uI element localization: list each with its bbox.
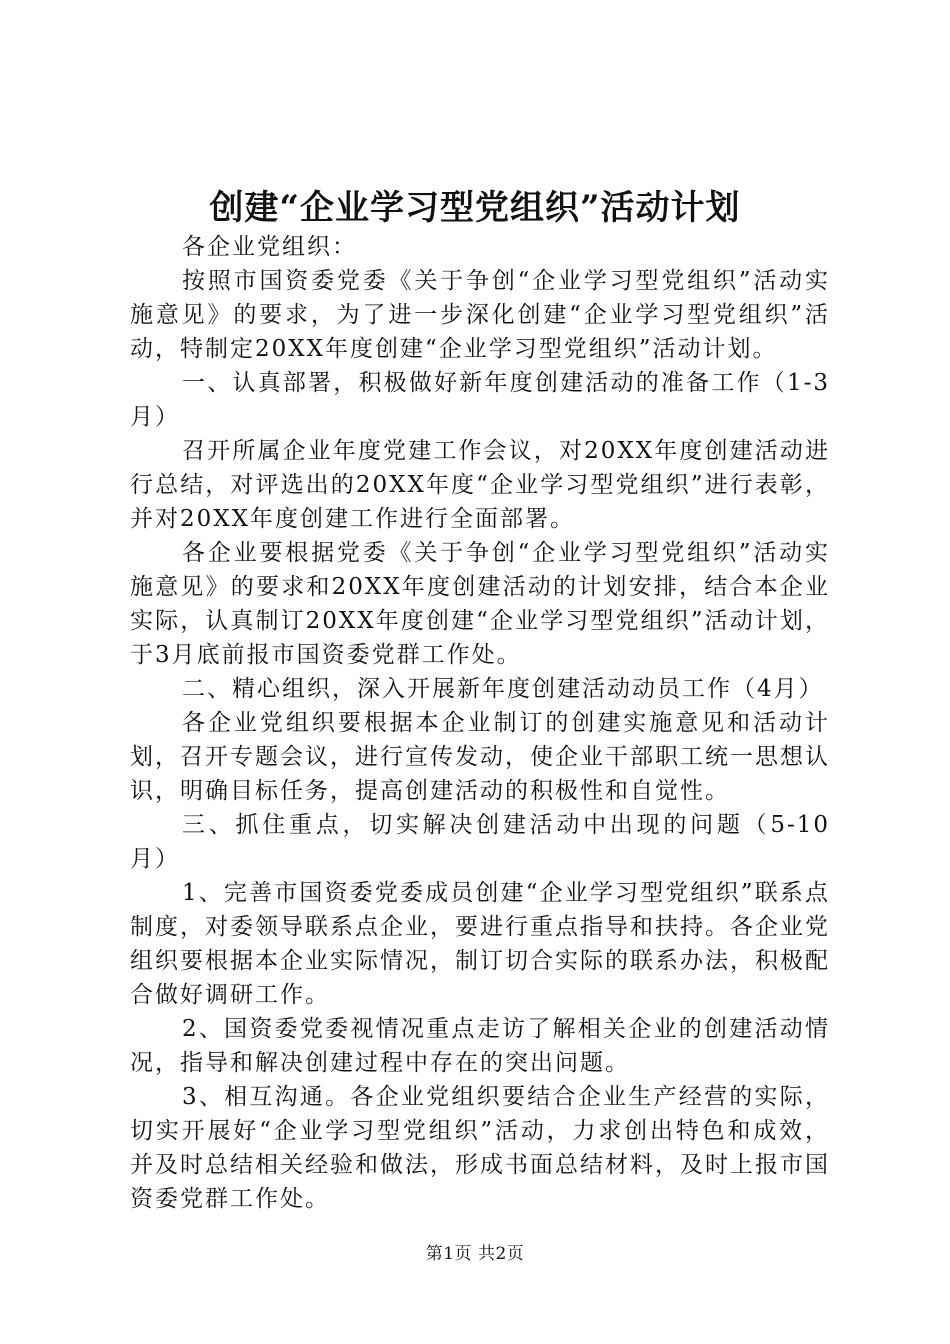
intro-paragraph: 按照市国资委党委《关于争创“企业学习型党组织”活动实施意见》的要求，为了进一步深化创建“企业学习型党组织”活动，特制定20XX年度创建“企业学习型党组织”活动计划。: [130, 268, 830, 362]
section-1-paragraph-2: 各企业要根据党委《关于争创“企业学习型党组织”活动实施意见》的要求和20XX年度创建活动的计划安排，结合本企业实际，认真制订20XX年度创建“企业学习型党组织”活动计划，于3月底前报市国资委党群工作处。: [130, 540, 830, 668]
document-title: 创建“企业学习型党组织”活动计划: [209, 188, 741, 228]
section-3-item-3: 3、相互沟通。各企业党组织要结合企业生产经营的实际，切实开展好“企业学习型党组织”活动，力求创出特色和成效，并及时总结相关经验和做法，形成书面总结材料，及时上报市国资委党群工作处。: [130, 1084, 830, 1212]
section-3-item-2: 2、国资委党委视情况重点走访了解相关企业的创建活动情况，指导和解决创建过程中存在的突出问题。: [130, 1016, 830, 1076]
section-heading-3: 三、抓住重点，切实解决创建活动中出现的问题（5-10月）: [130, 812, 830, 872]
salutation: 各企业党组织：: [182, 234, 357, 260]
page-number-footer: 第1页 共2页: [425, 1244, 525, 1264]
section-heading-2: 二、精心组织，深入开展新年度创建活动动员工作（4月）: [182, 676, 824, 702]
section-1-paragraph-1: 召开所属企业年度党建工作会议，对20XX年度创建活动进行总结，对评选出的20XX年度“企业学习型党组织”进行表彰，并对20XX年度创建工作进行全面部署。: [130, 438, 830, 532]
document-body: [130, 230, 830, 1216]
section-3-item-1: 1、完善市国资委党委成员创建“企业学习型党组织”联系点制度，对委领导联系点企业，要进行重点指导和扶持。各企业党组织要根据本企业实际情况，制订切合实际的联系办法，积极配合做好调研工作。: [130, 880, 830, 1008]
section-heading-1: 一、认真部署，积极做好新年度创建活动的准备工作（1-3月）: [130, 370, 830, 430]
section-2-paragraph-1: 各企业党组织要根据本企业制订的创建实施意见和活动计划，召开专题会议，进行宣传发动，使企业干部职工统一思想认识，明确目标任务，提高创建活动的积极性和自觉性。: [130, 710, 830, 804]
